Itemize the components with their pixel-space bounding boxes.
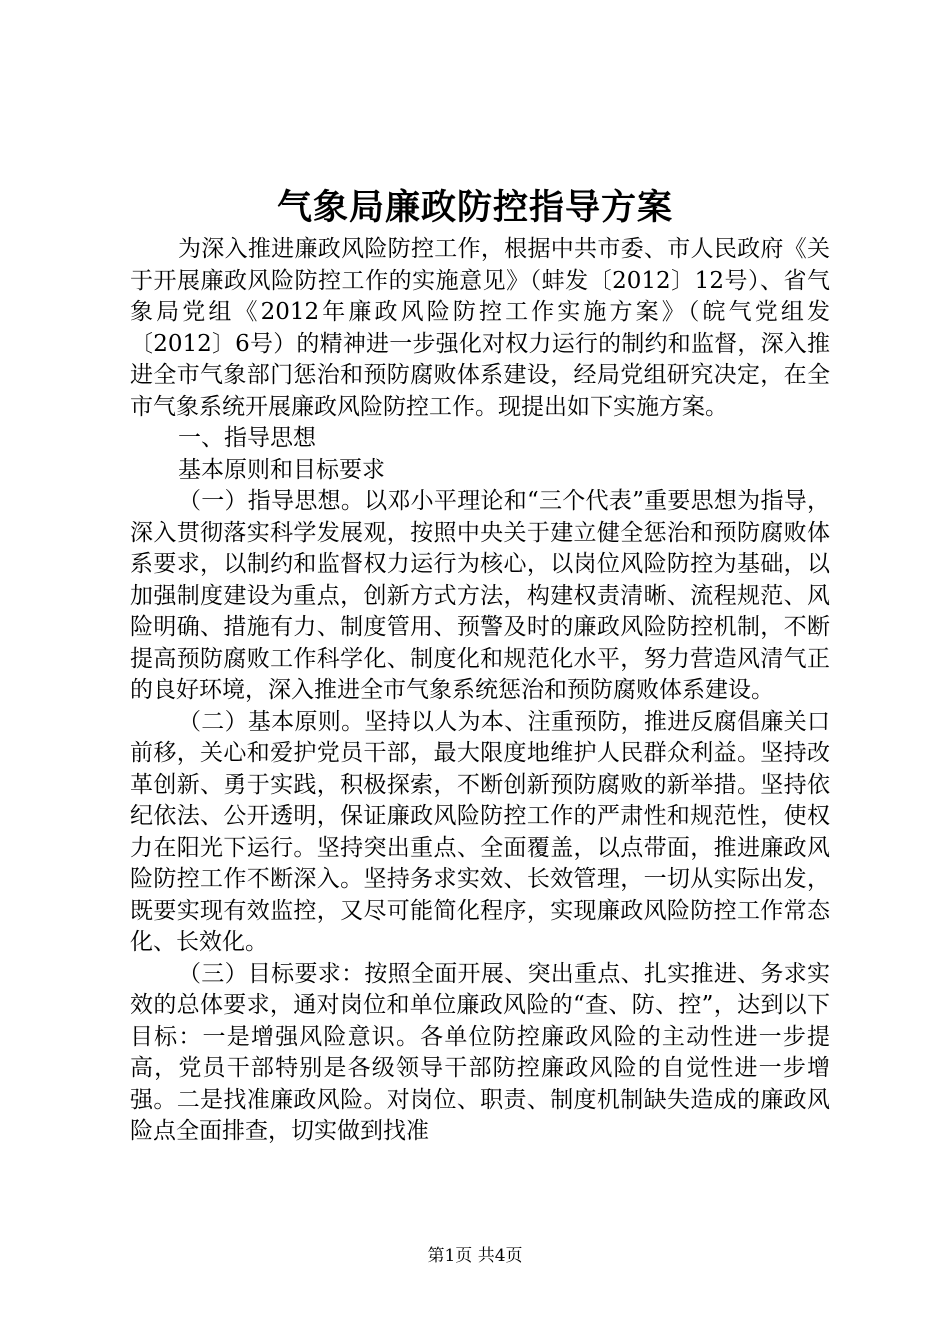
guiding-ideology-paragraph: （一）指导思想。以邓小平理论和“三个代表”重要思想为指导，深入贯彻落实科学发展观，按照中央关于建立健全惩治和预防腐败体系要求，以制约和监督权力运行为核心，以岗位风险防控为基础，以加强制度建设为重点，创新方式方法，构建权责清晰、流程规范、风险明确、措施有力、制度管用、预警及时的廉政风险防控机制，不断提高预防腐败工作科学化、制度化和规范化水平，努力营造风清气正的良好环境，深入推进全市气象系统惩治和预防腐败体系建设。 — [130, 488, 830, 703]
section-subheading: 基本原则和目标要求 — [178, 456, 385, 483]
section-heading: 一、指导思想 — [178, 425, 316, 451]
basic-principles-paragraph: （二）基本原则。坚持以人为本、注重预防，推进反腐倡廉关口前移，关心和爱护党员干部，最大限度地维护人民群众利益。坚持改革创新、勇于实践，积极探索，不断创新预防腐败的新举措。坚持依纪依法、公开透明，保证廉政风险防控工作的严肃性和规范性，使权力在阳光下运行。坚持突出重点、全面覆盖，以点带面，推进廉政风险防控工作不断深入。坚持务求实效、长效管理，一切从实际出发，既要实现有效监控，又尽可能简化程序，实现廉政风险防控工作常态化、长效化。 — [130, 708, 830, 955]
intro-paragraph: 为深入推进廉政风险防控工作，根据中共市委、市人民政府《关于开展廉政风险防控工作的实施意见》（蚌发〔2012〕12号）、省气象局党组《2012年廉政风险防控工作实施方案》（皖气党组发〔2012〕6号）的精神进一步强化对权力运行的制约和监督，深入推进全市气象部门惩治和预防腐败体系建设，经局党组研究决定，在全市气象系统开展廉政风险防控工作。现提出如下实施方案。 — [130, 236, 830, 420]
page-footer: 第1页 共4页 — [427, 1246, 523, 1266]
goal-requirements-paragraph: （三）目标要求：按照全面开展、突出重点、扎实推进、务求实效的总体要求，通对岗位和单位廉政风险的“查、防、控”，达到以下目标：一是增强风险意识。各单位防控廉政风险的主动性进一步提高，党员干部特别是各级领导干部防控廉政风险的自觉性进一步增强。二是找准廉政风险。对岗位、职责、制度机制缺失造成的廉政风险点全面排查，切实做到找准 — [130, 960, 830, 1144]
document-body — [130, 234, 830, 1148]
document-title: 气象局廉政防控指导方案 — [276, 187, 673, 228]
